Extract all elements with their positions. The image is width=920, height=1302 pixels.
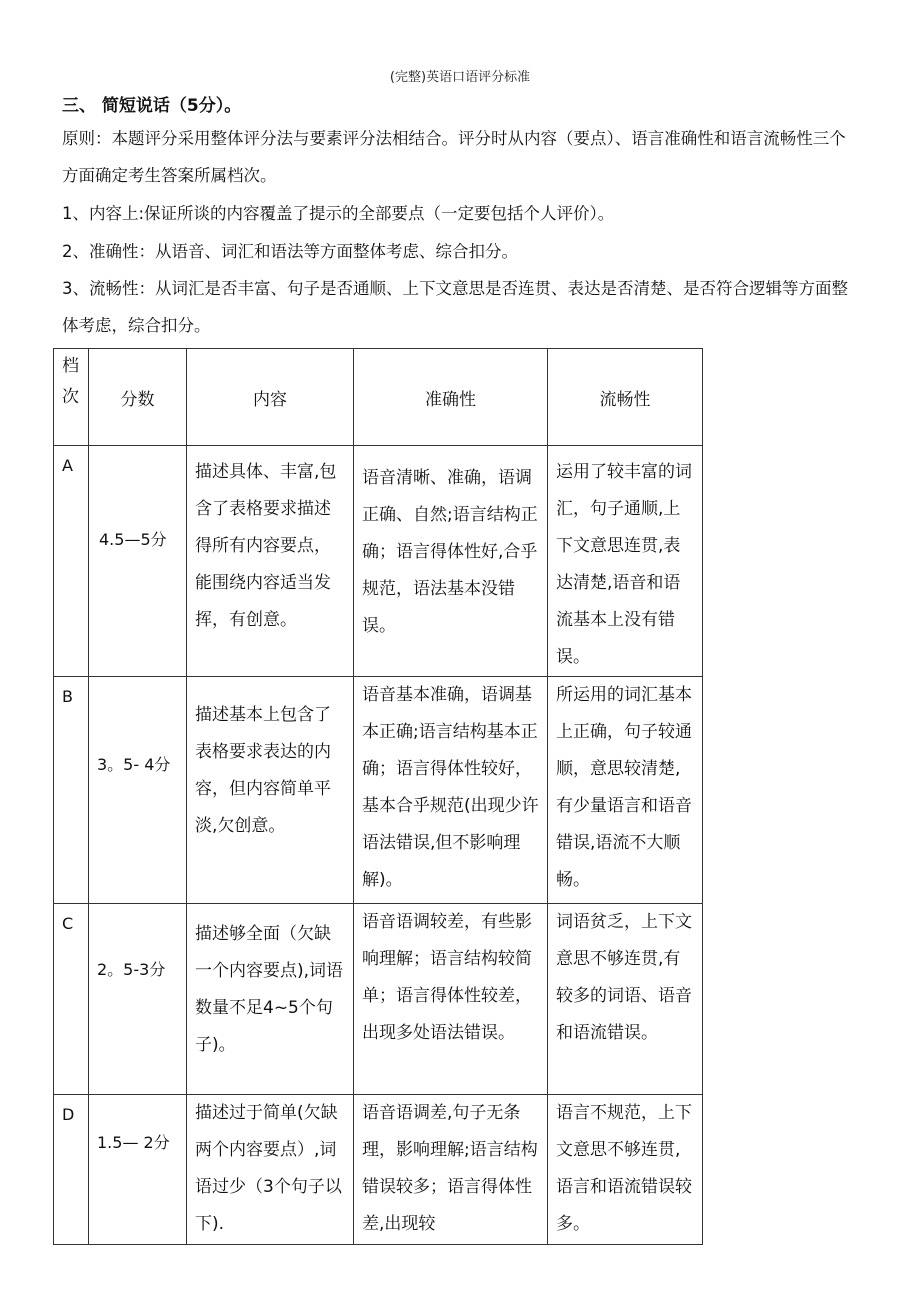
accuracy-cell: 语音基本准确，语调基本正确;语言结构基本正确；语言得体性较好，基本合乎规范(出现少许语法错误,但不影响理解)。 — [354, 677, 548, 904]
criterion-accuracy: 2、准确性：从语音、词汇和语法等方面整体考虑、综合扣分。 — [62, 242, 518, 261]
score-cell: 1.5— 2分 — [89, 1095, 187, 1245]
table-row — [54, 904, 703, 1095]
grade-cell: C — [54, 904, 89, 1095]
fluency-cell: 运用了较丰富的词汇，句子通顺,上下文意思连贯,表达清楚,语音和语流基本上没有错误。 — [548, 446, 703, 677]
accuracy-cell: 语音语调差,句子无条理，影响理解;语言结构错误较多；语言得体性差,出现较 — [354, 1095, 548, 1245]
grade-cell: A — [54, 446, 89, 677]
section-title: 三、 简短说话（5分）。 — [62, 96, 242, 116]
content-cell: 描述过于简单(欠缺两个内容要点）,词语过少（3个句子以下). — [187, 1095, 354, 1245]
score-cell: 4.5—5分 — [89, 446, 187, 677]
table-row — [54, 677, 703, 904]
header-accuracy: 准确性 — [354, 349, 548, 446]
fluency-cell: 语言不规范，上下文意思不够连贯,语言和语流错误较多。 — [548, 1095, 703, 1245]
fluency-cell: 所运用的词汇基本上正确，句子较通顺，意思较清楚,有少量语言和语音错误,语流不大顺畅。 — [548, 677, 703, 904]
score-cell: 2。5-3分 — [89, 904, 187, 1095]
content-cell: 描述够全面（欠缺一个内容要点),词语数量不足4~5个句子)。 — [187, 904, 354, 1095]
accuracy-cell: 语音语调较差，有些影响理解；语言结构较简单；语言得体性较差，出现多处语法错误。 — [354, 904, 548, 1095]
table-row — [54, 446, 703, 677]
grade-cell: D — [54, 1095, 89, 1245]
document-header: (完整)英语口语评分标准 — [389, 70, 531, 85]
principle-paragraph: 原则：本题评分采用整体评分法与要素评分法相结合。评分时从内容（要点）、语言准确性和语言流畅性三个方面确定考生答案所属档次。 — [62, 129, 846, 185]
header-fluency: 流畅性 — [548, 349, 703, 446]
accuracy-cell: 语音清晰、准确，语调正确、自然;语言结构正确；语言得体性好,合乎规范，语法基本没错误。 — [354, 446, 548, 677]
header-content: 内容 — [187, 349, 354, 446]
table-row — [54, 1095, 703, 1245]
criterion-content: 1、内容上:保证所谈的内容覆盖了提示的全部要点（一定要包括个人评价）。 — [62, 204, 615, 223]
criterion-fluency: 3、流畅性：从词汇是否丰富、句子是否通顺、上下文意思是否连贯、表达是否清楚、是否符合逻辑等方面整体考虑，综合扣分。 — [62, 279, 848, 335]
header-score: 分数 — [89, 349, 187, 446]
score-cell: 3。5- 4分 — [89, 677, 187, 904]
table-header-row — [54, 349, 703, 446]
content-cell: 描述具体、丰富,包含了表格要求描述得所有内容要点，能围绕内容适当发挥，有创意。 — [187, 446, 354, 677]
scoring-table — [53, 348, 703, 1245]
header-grade: 档次 — [54, 349, 89, 446]
content-cell: 描述基本上包含了表格要求表达的内容，但内容简单平淡,欠创意。 — [187, 677, 354, 904]
grade-cell: B — [54, 677, 89, 904]
fluency-cell: 词语贫乏，上下文意思不够连贯,有较多的词语、语音和语流错误。 — [548, 904, 703, 1095]
